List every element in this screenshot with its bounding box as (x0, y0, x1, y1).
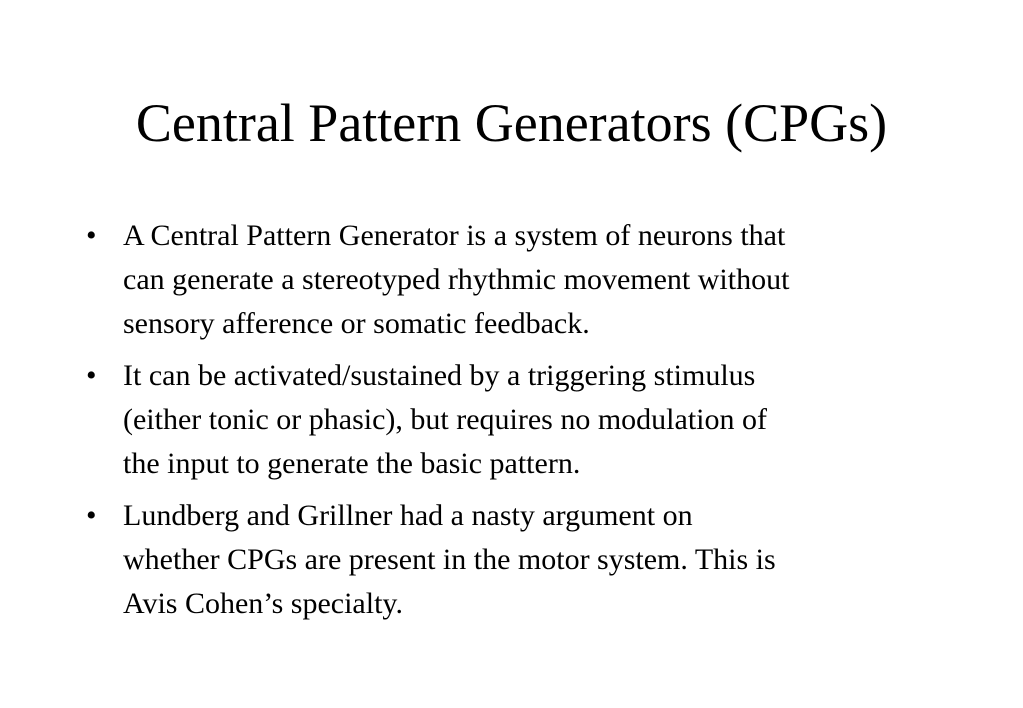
bullet-text-line: (either tonic or phasic), but requires no modulation of (123, 403, 767, 436)
bullet-icon: • (86, 359, 97, 392)
bullet-item-2 (86, 354, 966, 486)
bullet-text-line: Lundberg and Grillner had a nasty argument on (123, 499, 693, 532)
bullet-text-line: Avis Cohen’s specialty. (123, 587, 403, 620)
bullet-text-line: the input to generate the basic pattern. (123, 447, 581, 480)
bullet-text-line: whether CPGs are present in the motor system. This is (123, 543, 776, 576)
bullet-item-3 (86, 494, 966, 626)
bullet-icon: • (86, 499, 97, 532)
bullet-text-line: A Central Pattern Generator is a system of neurons that (123, 219, 786, 252)
slide-title: Central Pattern Generators (CPGs) (135, 93, 888, 153)
bullet-list (86, 214, 966, 634)
bullet-text-line: can generate a stereotyped rhythmic movement without (123, 263, 790, 296)
bullet-item-1 (86, 214, 966, 346)
bullet-text-line: sensory afference or somatic feedback. (123, 307, 590, 340)
bullet-text-line: It can be activated/sustained by a triggering stimulus (123, 359, 756, 392)
bullet-icon: • (86, 219, 97, 252)
